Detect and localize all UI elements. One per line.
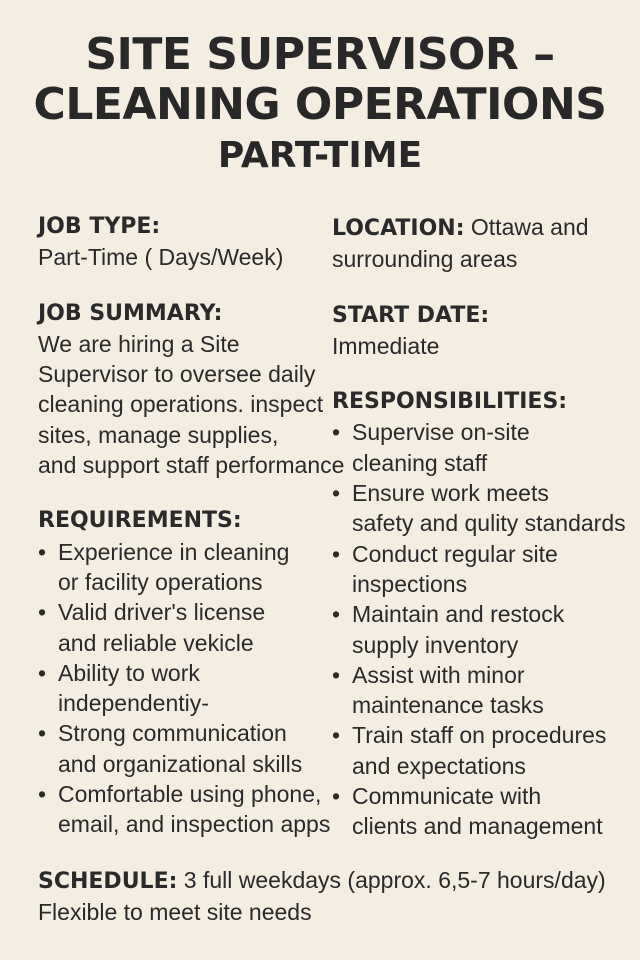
start-date-value: Immediate xyxy=(332,332,440,359)
job-type-label: JOB TYPE: xyxy=(38,214,161,239)
list-item-line: clients and management xyxy=(352,813,603,840)
location-value: Ottawa and xyxy=(470,214,589,240)
list-item xyxy=(332,539,632,600)
schedule-value: 3 full weekdays (approx. 6,5-7 hours/day) xyxy=(183,867,606,893)
list-item-line: • Communicate with xyxy=(352,783,542,810)
list-item-line: • Experience in cleaning xyxy=(58,538,290,565)
list-item-line: • Supervise on-site xyxy=(352,419,530,446)
title-line-3: PART-TIME xyxy=(217,135,423,176)
list-item xyxy=(38,597,338,658)
responsibilities-section xyxy=(332,387,632,841)
job-type-value: Part-Time ( Days/Week) xyxy=(38,244,284,271)
list-item-line: • Conduct regular site xyxy=(352,540,558,567)
list-item xyxy=(38,537,338,598)
list-item-line: • Strong communication xyxy=(58,720,287,747)
list-item-line: • Assist with minor xyxy=(352,661,525,688)
list-item-line: supply inventory xyxy=(352,631,519,658)
schedule-section xyxy=(38,865,638,928)
list-item xyxy=(332,781,632,842)
start-date-label: START DATE: xyxy=(332,302,490,328)
job-summary-line: sites, manage supplies, xyxy=(38,421,279,448)
schedule-line xyxy=(38,865,638,897)
list-item-line: • Valid driver's license xyxy=(58,599,266,626)
list-item xyxy=(38,779,338,840)
requirements-label: REQUIREMENTS: xyxy=(38,508,242,534)
list-item xyxy=(332,660,632,721)
right-column xyxy=(332,212,632,868)
job-summary-line: We are hiring a Site xyxy=(38,330,240,357)
list-item-line: maintenance tasks xyxy=(352,692,544,719)
location-label: LOCATION: xyxy=(332,216,465,241)
job-summary-line: Supervisor to oversee daily xyxy=(38,361,316,388)
list-item-line: or facility operations xyxy=(58,568,263,595)
list-item-line: and reliable vekicle xyxy=(58,629,254,656)
list-item xyxy=(332,599,632,660)
location-section xyxy=(332,212,632,275)
list-item xyxy=(332,417,632,478)
requirements-section xyxy=(38,506,338,839)
responsibilities-label: RESPONSIBILITIES: xyxy=(332,389,568,415)
page-title xyxy=(0,30,640,180)
location-value-2: surrounding areas xyxy=(332,246,518,273)
list-item-line: • Maintain and restock xyxy=(352,601,565,628)
schedule-label: SCHEDULE: xyxy=(38,869,178,894)
list-item xyxy=(332,720,632,781)
location-line xyxy=(332,212,632,244)
list-item-line: email, and inspection apps xyxy=(58,811,331,838)
job-summary-label: JOB SUMMARY: xyxy=(38,300,223,326)
title-line-1: SITE SUPERVISOR – xyxy=(85,29,555,80)
list-item-line: independentiy- xyxy=(58,690,209,717)
list-item xyxy=(332,478,632,539)
list-item-line: cleaning staff xyxy=(352,449,488,476)
list-item xyxy=(38,658,338,719)
job-summary-line: and support staff performance xyxy=(38,452,345,479)
schedule-note: Flexible to meet site needs xyxy=(38,899,312,926)
list-item-line: safety and qulity standards xyxy=(352,510,626,537)
list-item xyxy=(38,718,338,779)
list-item-line: • Ensure work meets xyxy=(352,480,549,507)
job-summary-line: cleaning operations. inspect xyxy=(38,391,324,418)
list-item-line: • Comfortable using phone, xyxy=(58,781,322,808)
title-line-2: CLEANING OPERATIONS xyxy=(33,79,607,130)
list-item-line: and expectations xyxy=(352,752,526,779)
responsibilities-list xyxy=(332,417,632,841)
list-item-line: and organizational skills xyxy=(58,750,303,777)
job-summary-section xyxy=(38,299,345,481)
list-item-line: • Train staff on procedures xyxy=(352,722,607,749)
list-item-line: • Ability to work xyxy=(58,659,200,686)
left-column xyxy=(38,212,345,866)
requirements-list xyxy=(38,537,338,840)
start-date-section xyxy=(332,301,632,362)
job-type-section xyxy=(38,212,338,273)
list-item-line: inspections xyxy=(352,570,468,597)
